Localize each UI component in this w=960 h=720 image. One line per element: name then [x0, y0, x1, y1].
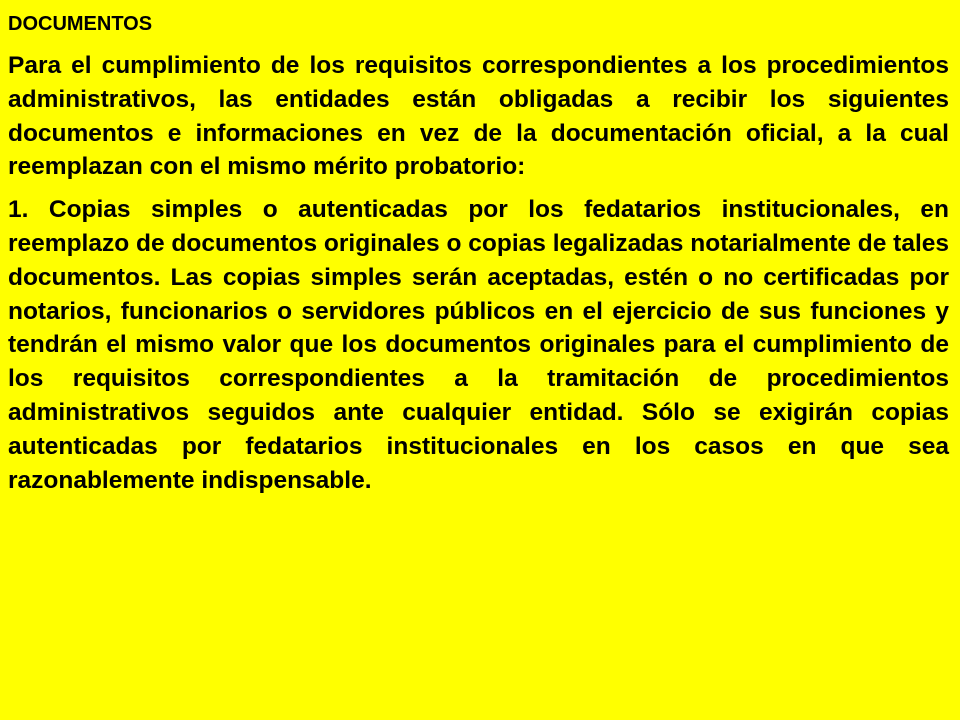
intro-paragraph: Para el cumplimiento de los requisitos correspondientes a los procedimientos administrativos, las entidades están obligadas a recibir los siguientes documentos e informaciones en vez de la documentación oficial, a la cual reemplazan con el mismo mérito probatorio:: [8, 52, 949, 181]
item-1-paragraph: 1. Copias simples o autenticadas por los fedatarios institucionales, en reemplazo de documentos originales o copias legalizadas notarialmente de tales documentos. Las copias simples serán aceptadas, estén o no certificadas por notarios, funcionarios o servidores públicos en el ejercicio de sus funciones y tendrán el mismo valor que los documentos originales para el cumplimiento de los requisitos correspondientes a la tramitación de procedimientos administrativos seguidos ante cualquier entidad. Sólo se exigirán copias autenticadas por fedatarios institucionales en los casos en que sea razonablemente indispensable.: [8, 196, 949, 494]
slide-heading: DOCUMENTOS: [8, 13, 153, 35]
